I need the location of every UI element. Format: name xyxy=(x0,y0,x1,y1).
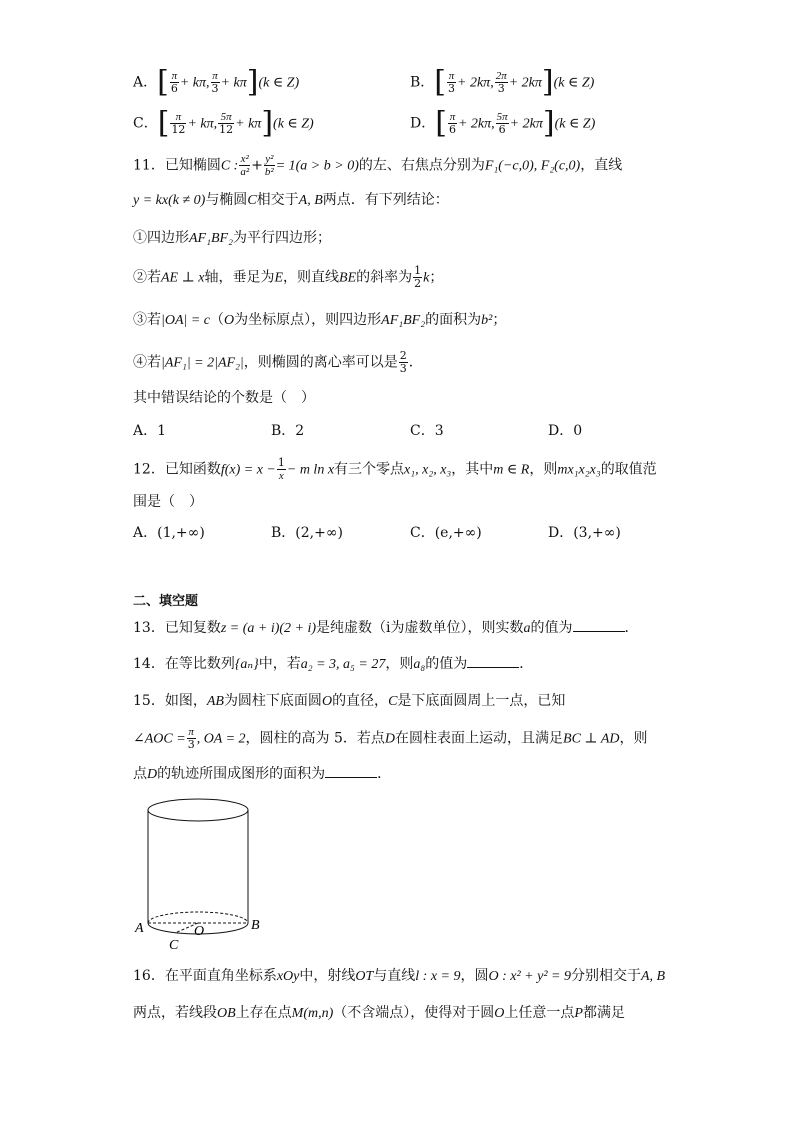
q15-line2: ∠AOC = $\frac{\pi}{3}$ , OA = 2，圆柱的高为 5．若点D在圆柱表面上运动，且满足BC ⊥ AD，则 xyxy=(133,726,648,751)
q12-stem-line1: 12．已知函数f(x) = x − $\frac{1}{x}$ − m ln x有三个零点x₁, x₂, x₃，其中m ∈ R，则mx₁x₂x₃的取值范 xyxy=(133,456,657,482)
q11-option-d: D．0 xyxy=(548,423,583,439)
label-b: B xyxy=(251,918,260,933)
q10-option-b: B．[ $\frac{\pi}{3}$ + 2kπ, $\frac{2\pi}{3}$ + 2kπ](k ∈ Z) xyxy=(410,64,595,100)
q12-option-d: D．(3,+∞) xyxy=(548,525,621,541)
q12-stem-line2: 围是（ ） xyxy=(133,494,203,510)
q11-stem-line2: y = kx(k ≠ 0)与椭圆C相交于A, B两点．有下列结论： xyxy=(133,192,449,208)
cylinder-bottom-back-arc xyxy=(148,912,248,923)
q11-option-b: B．2 xyxy=(271,423,305,439)
q15-line3: 点D的轨迹所围成图形的面积为 ． xyxy=(133,763,391,785)
q16-line1: 16．在平面直角坐标系xOy中，射线OT与直线l : x = 9，圆O : x² + y² = 9分别相交于A, B xyxy=(133,968,666,984)
q11-option-a: A．1 xyxy=(133,423,167,439)
label-c: C xyxy=(169,938,179,953)
section-heading-fill-in: 二、填空题 xyxy=(133,594,199,609)
label-o: O xyxy=(194,924,205,939)
q10-option-a: A．[ $\frac{\pi}{6}$ + kπ, $\frac{\pi}{3}$ + kπ](k ∈ Z) xyxy=(133,64,300,100)
q16-line2: 两点，若线段OB上存在点M(m,n)（不含端点），使得对于圆O上任意一点P都满足 xyxy=(133,1005,625,1021)
q15-line1: 15．如图，AB为圆柱下底面圆O的直径，C是下底面圆周上一点，已知 xyxy=(133,693,566,709)
q15-answer-blank[interactable] xyxy=(325,763,377,778)
q14: 14．在等比数列{aₙ}中，若a₂ = 3, a₅ = 27，则a₈的值为 ． xyxy=(133,653,533,675)
cylinder-top-ellipse xyxy=(148,799,248,821)
label-a: A xyxy=(135,921,144,936)
q14-answer-blank[interactable] xyxy=(467,653,519,668)
q11-conclusion-2: ②若AE ⊥ x轴，垂足为E，则直线BE的斜率为 $\frac{1}{2}$ k； xyxy=(133,264,444,290)
q11-conclusion-3: ③若|OA| = c（O为坐标原点），则四边形AF₁BF₂的面积为b²； xyxy=(133,312,507,328)
q11-conclusion-4: ④若|AF₁| = 2|AF₂|，则椭圆的离心率可以是 $\frac{2}{3}$ ． xyxy=(133,349,423,375)
q12-option-c: C．(e,+∞) xyxy=(410,525,482,541)
q11-question: 其中错误结论的个数是（ ） xyxy=(133,390,315,406)
cylinder-figure xyxy=(130,795,270,955)
q12-option-a: A．(1,+∞) xyxy=(133,525,205,541)
q13-answer-blank[interactable] xyxy=(573,617,625,632)
q13: 13．已知复数z = (a + i)(2 + i)是纯虚数（i为虚数单位），则实数a的值为 ． xyxy=(133,617,639,639)
q11-stem-line1: 11．已知椭圆C : $\frac{\text{x²}}{\text{a²}}$ + $\frac{\text{y²}}{\text{b²}}$ = 1(a > b > 0)的左、右焦点分别为F₁(−c,0), F₂(c,0)，直线 xyxy=(133,153,623,178)
q10-option-d: D．[ $\frac{\pi}{6}$ + 2kπ, $\frac{5\pi}{6}$ + 2kπ](k ∈ Z) xyxy=(410,105,596,141)
q11-conclusion-1: ①四边形AF₁BF₂为平行四边形； xyxy=(133,230,331,246)
q10-option-c: C．[ $\frac{\pi}{12}$ + kπ, $\frac{5\pi}{12}$ + kπ](k ∈ Z) xyxy=(133,105,314,141)
q11-option-c: C．3 xyxy=(410,423,444,439)
q12-option-b: B．(2,+∞) xyxy=(271,525,343,541)
